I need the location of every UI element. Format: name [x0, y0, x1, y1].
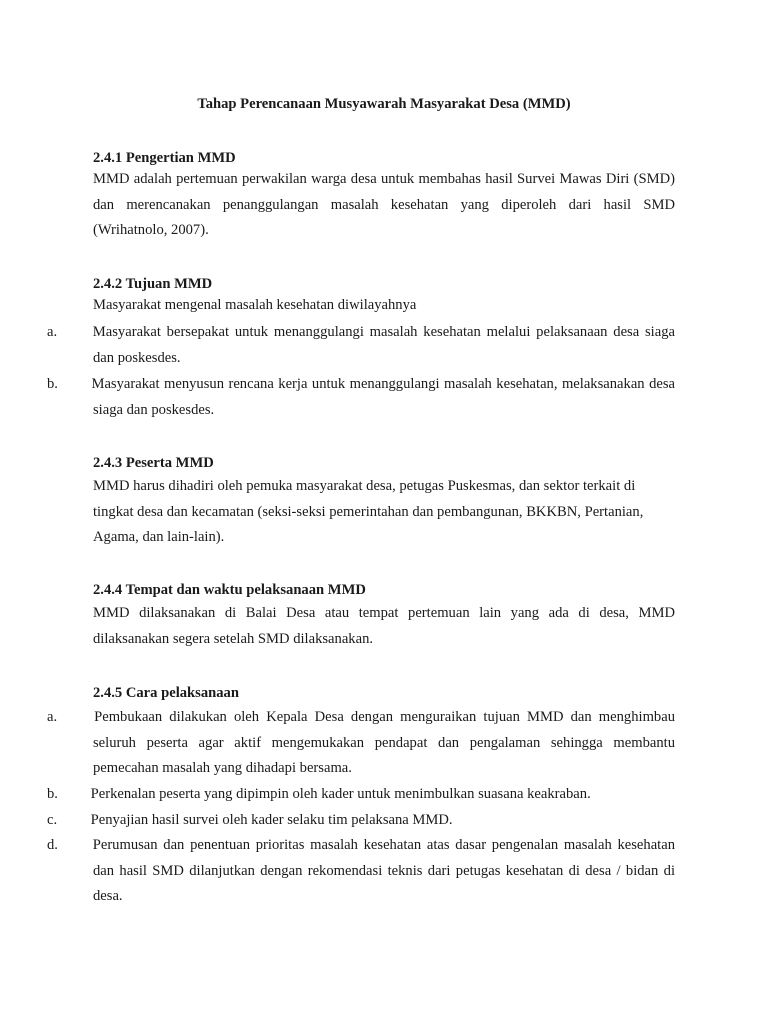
section-paragraph-2-4-3: MMD harus dihadiri oleh pemuka masyarakat desa, petugas Puskesmas, dan sektor terkait di tingkat desa dan kecamatan (seksi-seksi pemerintahan dan pembangunan, BKKBN, Pertanian, Agama, dan lain-lain). [93, 478, 644, 546]
list-item [47, 372, 675, 423]
list-item-text: Perkenalan peserta yang dipimpin oleh kader untuk menimbulkan suasana keakraban. [90, 786, 591, 802]
list-item-text: Masyarakat menyusun rencana kerja untuk menanggulangi masalah kesehatan, melaksanakan desa siaga dan poskesdes. [91, 376, 675, 418]
list-item-text: Perumusan dan penentuan prioritas masalah kesehatan atas dasar pengenalan masalah kesehatan dan hasil SMD dilanjutkan dengan rekomendasi teknis dari petugas kesehatan di desa / bidan di desa. [92, 837, 675, 905]
list-item-label: a. [47, 324, 58, 340]
list-item [47, 833, 675, 910]
list-item-label: d. [47, 837, 58, 853]
section-paragraph-2-4-1: MMD adalah pertemuan perwakilan warga desa untuk membahas hasil Survei Mawas Diri (SMD) dan merencanakan penanggulangan masalah kesehatan yang diperoleh dari hasil SMD (Wrihatnolo, 2007). [93, 171, 675, 239]
section-heading-2-4-2: 2.4.2 Tujuan MMD [93, 276, 213, 292]
section-heading-2-4-3: 2.4.3 Peserta MMD [93, 455, 214, 471]
list-item-text: Pembukaan dilakukan oleh Kepala Desa dengan menguraikan tujuan MMD dan menghimbau seluruh peserta agar aktif mengemukakan pendapat dan pengalaman sehingga membantu pemecahan masalah yang dihadapi bersama. [93, 709, 675, 777]
list-item-text: Penyajian hasil survei oleh kader selaku tim pelaksana MMD. [90, 812, 453, 828]
section-paragraph-2-4-4: MMD dilaksanakan di Balai Desa atau tempat pertemuan lain yang ada di desa, MMD dilaksanakan segera setelah SMD dilaksanakan. [93, 605, 675, 647]
list-item [47, 705, 675, 782]
list-item-label: b. [47, 376, 58, 392]
list-item-label: c. [47, 812, 58, 828]
section-heading-2-4-4: 2.4.4 Tempat dan waktu pelaksanaan MMD [93, 582, 366, 598]
list-item [47, 320, 675, 371]
list-item-label: b. [47, 786, 58, 802]
list-item [47, 808, 675, 834]
list-item-text: Masyarakat bersepakat untuk menanggulangi masalah kesehatan melalui pelaksanaan desa siaga dan poskesdes. [92, 324, 675, 366]
section-paragraph-2-4-2: Masyarakat mengenal masalah kesehatan diwilayahnya [93, 297, 417, 313]
list-item [47, 782, 675, 808]
section-heading-2-4-1: 2.4.1 Pengertian MMD [93, 150, 236, 166]
list-item-label: a. [47, 709, 58, 725]
document-title: Tahap Perencanaan Musyawarah Masyarakat Desa (MMD) [197, 96, 571, 112]
section-heading-2-4-5: 2.4.5 Cara pelaksanaan [93, 685, 239, 701]
